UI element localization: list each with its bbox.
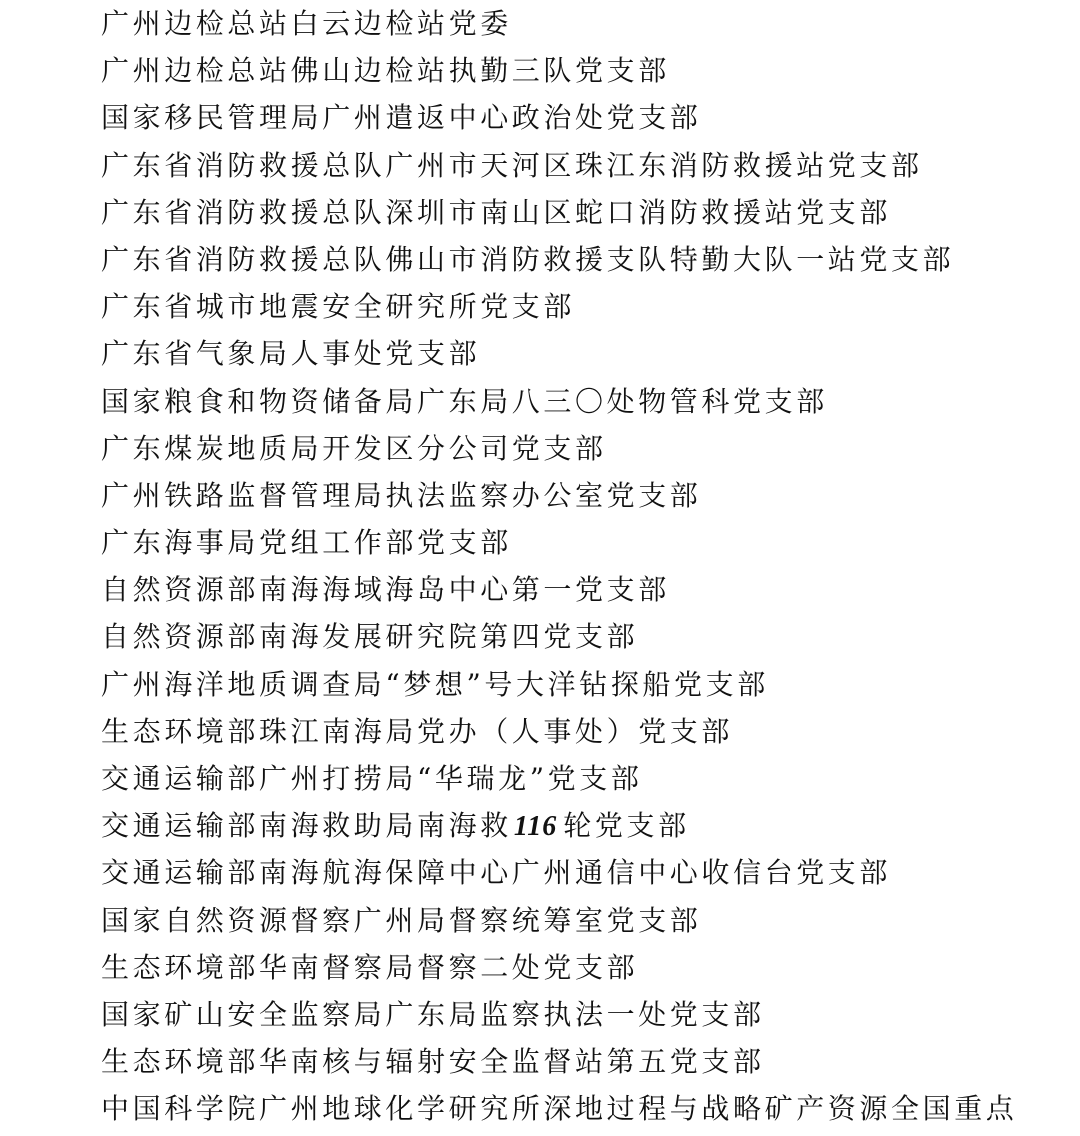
organization-list [101,0,1071,1133]
list-line-4: 广东省消防救援总队广州市天河区珠江东消防救援站党支部 [101,148,923,182]
list-line-3: 国家移民管理局广州遣返中心政治处党支部 [101,101,702,135]
list-line-8: 广东省气象局人事处党支部 [101,337,481,371]
list-line-5: 广东省消防救援总队深圳市南山区蛇口消防救援站党支部 [101,195,892,229]
list-line-9: 国家粮食和物资储备局广东局八三〇处物管科党支部 [101,384,828,418]
list-line-18-suffix: 轮党支部 [563,809,690,843]
list-line-22: 国家矿山安全监察局广东局监察执法一处党支部 [101,997,765,1031]
list-line-14: 自然资源部南海发展研究院第四党支部 [101,620,639,654]
list-line-10: 广东煤炭地质局开发区分公司党支部 [101,431,607,465]
list-line-17: 交通运输部广州打捞局“华瑞龙”党支部 [101,762,643,795]
list-line-24: 中国科学院广州地球化学研究所深地过程与战略矿产资源全国重点 [101,1092,1018,1126]
list-line-7: 广东省城市地震安全研究所党支部 [101,290,576,324]
list-line-12: 广东海事局党组工作部党支部 [101,526,512,560]
list-line-6: 广东省消防救援总队佛山市消防救援支队特勤大队一站党支部 [101,242,955,276]
list-line-18-number: 116 [513,811,558,843]
list-line-13: 自然资源部南海海域海岛中心第一党支部 [101,573,670,607]
list-line-21: 生态环境部华南督察局督察二处党支部 [101,950,639,984]
list-line-1: 广州边检总站白云边检站党委 [101,7,512,40]
list-line-20: 国家自然资源督察广州局督察统筹室党支部 [101,903,702,937]
list-line-18-prefix: 交通运输部南海救助局南海救 [101,809,512,843]
list-line-2: 广州边检总站佛山边检站执勤三队党支部 [101,54,670,88]
list-line-18 [101,802,1071,849]
list-line-16: 生态环境部珠江南海局党办（人事处）党支部 [101,714,734,748]
list-line-15: 广州海洋地质调查局“梦想”号大洋钻探船党支部 [101,667,769,701]
list-line-23: 生态环境部华南核与辐射安全监督站第五党支部 [101,1045,765,1079]
list-line-19: 交通运输部南海航海保障中心广州通信中心收信台党支部 [101,856,892,890]
list-line-11: 广州铁路监督管理局执法监察办公室党支部 [101,478,702,512]
